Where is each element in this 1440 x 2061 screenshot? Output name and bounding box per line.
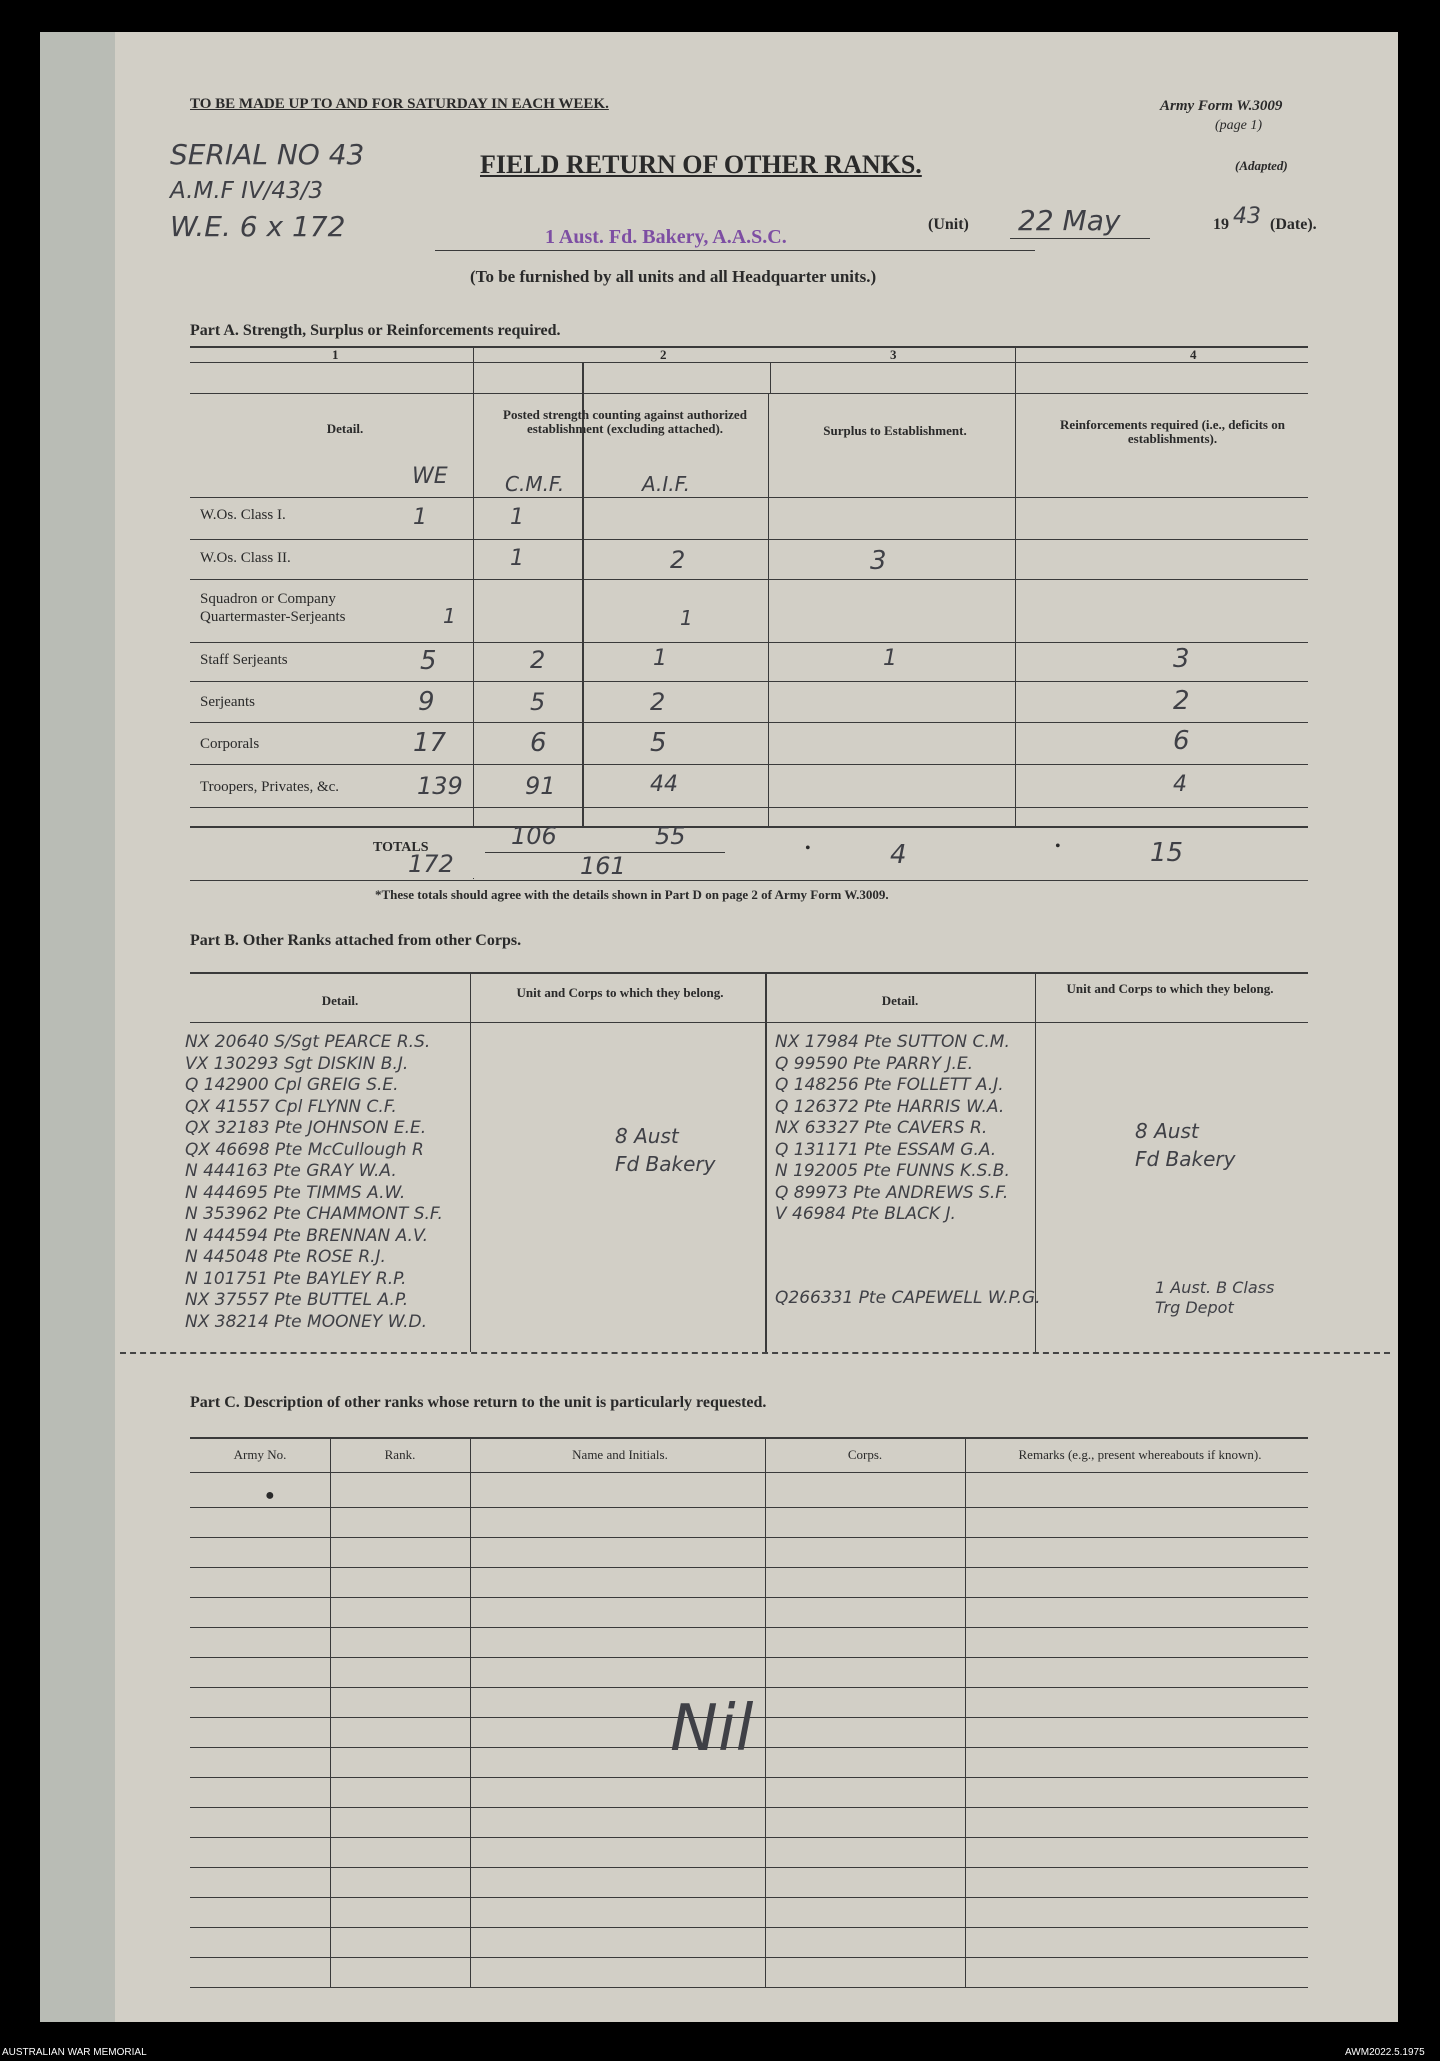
list-item: Q 126372 Pte HARRIS W.A. <box>775 1096 1005 1117</box>
date-label: (Date). <box>1270 216 1317 233</box>
list-item: QX 41557 Cpl FLYNN C.F. <box>185 1096 397 1117</box>
totals-footnote: *These totals should agree with the details shown in Part D on page 2 of Army Form W.3009. <box>375 887 889 902</box>
attached-list-right <box>775 1032 1010 1226</box>
list-item: QX 46698 Pte McCullough R <box>185 1139 424 1160</box>
part-b-heading: Part B. Other Ranks attached from other Corps. <box>190 932 522 949</box>
sub-we: WE <box>412 464 448 489</box>
nil-handwritten: Nil <box>670 1692 754 1766</box>
footer-credit: AUSTRALIAN WAR MEMORIAL <box>2 2047 147 2058</box>
list-item: NX 38214 Pte MOONEY W.D. <box>185 1311 428 1332</box>
list-item: QX 32183 Pte JOHNSON E.E. <box>185 1118 427 1138</box>
footer-id: AWM2022.5.1975 <box>1345 2047 1425 2058</box>
list-item: N 192005 Pte FUNNS K.S.B. <box>775 1161 1010 1181</box>
list-item: Q 99590 Pte PARRY J.E. <box>775 1053 974 1074</box>
col-surplus: Surplus to Establishment. <box>823 423 967 438</box>
page-number: (page 1) <box>1215 118 1263 133</box>
list-item: NX 63327 Pte CAVERS R. <box>775 1118 988 1138</box>
list-item: N 445048 Pte ROSE R.J. <box>185 1247 386 1267</box>
page-title: FIELD RETURN OF OTHER RANKS. <box>480 150 922 179</box>
unit-label: (Unit) <box>928 216 969 233</box>
list-item: N 444695 Pte TIMMS A.W. <box>185 1182 406 1203</box>
list-item: NX 17984 Pte SUTTON C.M. <box>775 1032 1010 1052</box>
serial-handwritten: SERIAL NO 43 A.M.F IV/43/3 W.E. 6 x 172 <box>170 138 365 243</box>
year-prefix: 19 <box>1213 216 1229 233</box>
col-reinforcements: Reinforcements required (i.e., deficits on establishments). <box>1060 417 1285 446</box>
cut-line <box>120 1352 1390 1354</box>
list-item: NX 20640 S/Sgt PEARCE R.S. <box>185 1032 431 1052</box>
list-item: Q 131171 Pte ESSAM G.A. <box>775 1139 997 1160</box>
col-posted-strength: Posted strength counting against authorized establishment (excluding attached). <box>503 407 747 436</box>
right-unit-handwritten: 8 Aust Fd Bakery <box>1135 1119 1236 1171</box>
list-item: Q 142900 Cpl GREIG S.E. <box>185 1075 399 1095</box>
unit-name-stamp: 1 Aust. Fd. Bakery, A.A.S.C. <box>545 226 787 248</box>
list-item: VX 130293 Sgt DISKIN B.J. <box>185 1053 409 1074</box>
col-detail: Detail. <box>326 421 364 436</box>
part-c-heading: Part C. Description of other ranks whose return to the unit is particularly requested. <box>190 1394 767 1411</box>
list-item: N 444594 Pte BRENNAN A.V. <box>185 1225 429 1246</box>
list-item: N 101751 Pte BAYLEY R.P. <box>185 1268 407 1289</box>
sub-cmf: C.M.F. <box>505 472 565 496</box>
left-edge-strip <box>40 32 115 2022</box>
list-item: Q 89973 Pte ANDREWS S.F. <box>775 1182 1009 1203</box>
list-item: V 46984 Pte BLACK J. <box>775 1204 956 1224</box>
extra-unit: 1 Aust. B Class Trg Depot <box>1155 1278 1275 1317</box>
furnish-note: (To be furnished by all units and all Headquarter units.) <box>470 267 877 286</box>
date-handwritten: 22 May <box>1018 204 1121 237</box>
part-a-heading: Part A. Strength, Surplus or Reinforcements required. <box>190 322 561 339</box>
extra-entry: Q266331 Pte CAPEWELL W.P.G. <box>775 1288 1041 1308</box>
list-item: Q 148256 Pte FOLLETT A.J. <box>775 1075 1004 1095</box>
attached-list-left <box>185 1032 443 1333</box>
year-handwritten: 43 <box>1233 204 1261 229</box>
list-item: N 353962 Pte CHAMMONT S.F. <box>185 1204 443 1224</box>
form-number: Army Form W.3009 <box>1160 98 1283 114</box>
adapted-note: (Adapted) <box>1235 158 1288 173</box>
form-page: TO BE MADE UP TO AND FOR SATURDAY IN EACH WEEK. Army Form W.3009 (page 1) (Adapted) SERIAL NO 43 A.M.F IV/43/3 W.E. 6 x 172 FIELD RETURN OF OTHER RANKS. 1 Aust. Fd. Bakery, A.A.S.C. (Unit) 22 May 19 43 (Date). (To be furnished by all units and all Headquarter units.) Part A. Strength, Surplus or Reinforcements required. 1 2 3 4 Detail. Posted strength counting against authorized establishment (excluding attached). Surplus to Establishment. Reinforcements required (i.e., deficits on establishments). WE C.M.F. A.I.F. W.Os. Class I. 1 1 W.Os. Class II. 1 2 3 Squadron or Company Quartermaster-Serjeants 1 1 Staff Serjeants 5 2 1 1 3 Serjeants 9 5 2 2 Corporals 17 6 5 6 Troopers, Privates, &c. 139 91 44 4 TOTALS 172 106 55 161 • 4 • 15 *These totals should agree with the details shown in Part D on page 2 of Army Form W.3009. Part B. Other Ranks attached from other Corps. Detail. Unit and Corps to which they belong. Detail. Unit and Corps to which they belong. NX 20640 S/Sgt PEARCE R.S. VX 130293 Sgt DISKIN B.J. Q 142900 Cpl GREIG S.E. QX 41557 Cpl FLYNN C.F. QX 32183 Pte JOHNSON E.E. QX 46698 Pte McCullough R N 444163 Pte GRAY W.A. N 444695 Pte TIMMS A.W. N 353962 Pte CHAMMONT S.F. N 444594 Pte BRENNAN A.V. N 445048 Pte ROSE R.J. N 101751 Pte BAYLEY R.P. NX 37557 Pte BUTTEL A.P. NX 38214 Pte MOONEY W.D. 8 Aust Fd Bakery NX 17984 Pte SUTTON C.M. Q 99590 Pte PARRY J.E. Q 148256 Pte FOLLETT A.J. Q 126372 Pte HARRIS W.A. NX 63327 Pte CAVERS R. Q 131171 Pte ESSAM G.A. N 192005 Pte FUNNS K.S.B. Q 89973 Pte ANDREWS S.F. V 46984 Pte BLACK J. 8 Aust Fd Bakery Q266331 Pte CAPEWELL W.P.G. 1 Aust. B Class Trg Depot Part C. Description of other ranks whose return to the unit is particularly requested. Army No. Rank. Name and Initials. Corps. Remarks (e.g., present whereabouts if known). ● Nil <box>115 32 1398 2022</box>
left-unit-handwritten: 8 Aust Fd Bakery <box>615 1124 716 1176</box>
list-item: N 444163 Pte GRAY W.A. <box>185 1161 397 1181</box>
sub-aif: A.I.F. <box>642 472 690 496</box>
list-item: NX 37557 Pte BUTTEL A.P. <box>185 1290 409 1310</box>
instruction-text: TO BE MADE UP TO AND FOR SATURDAY IN EACH WEEK. <box>190 96 609 112</box>
